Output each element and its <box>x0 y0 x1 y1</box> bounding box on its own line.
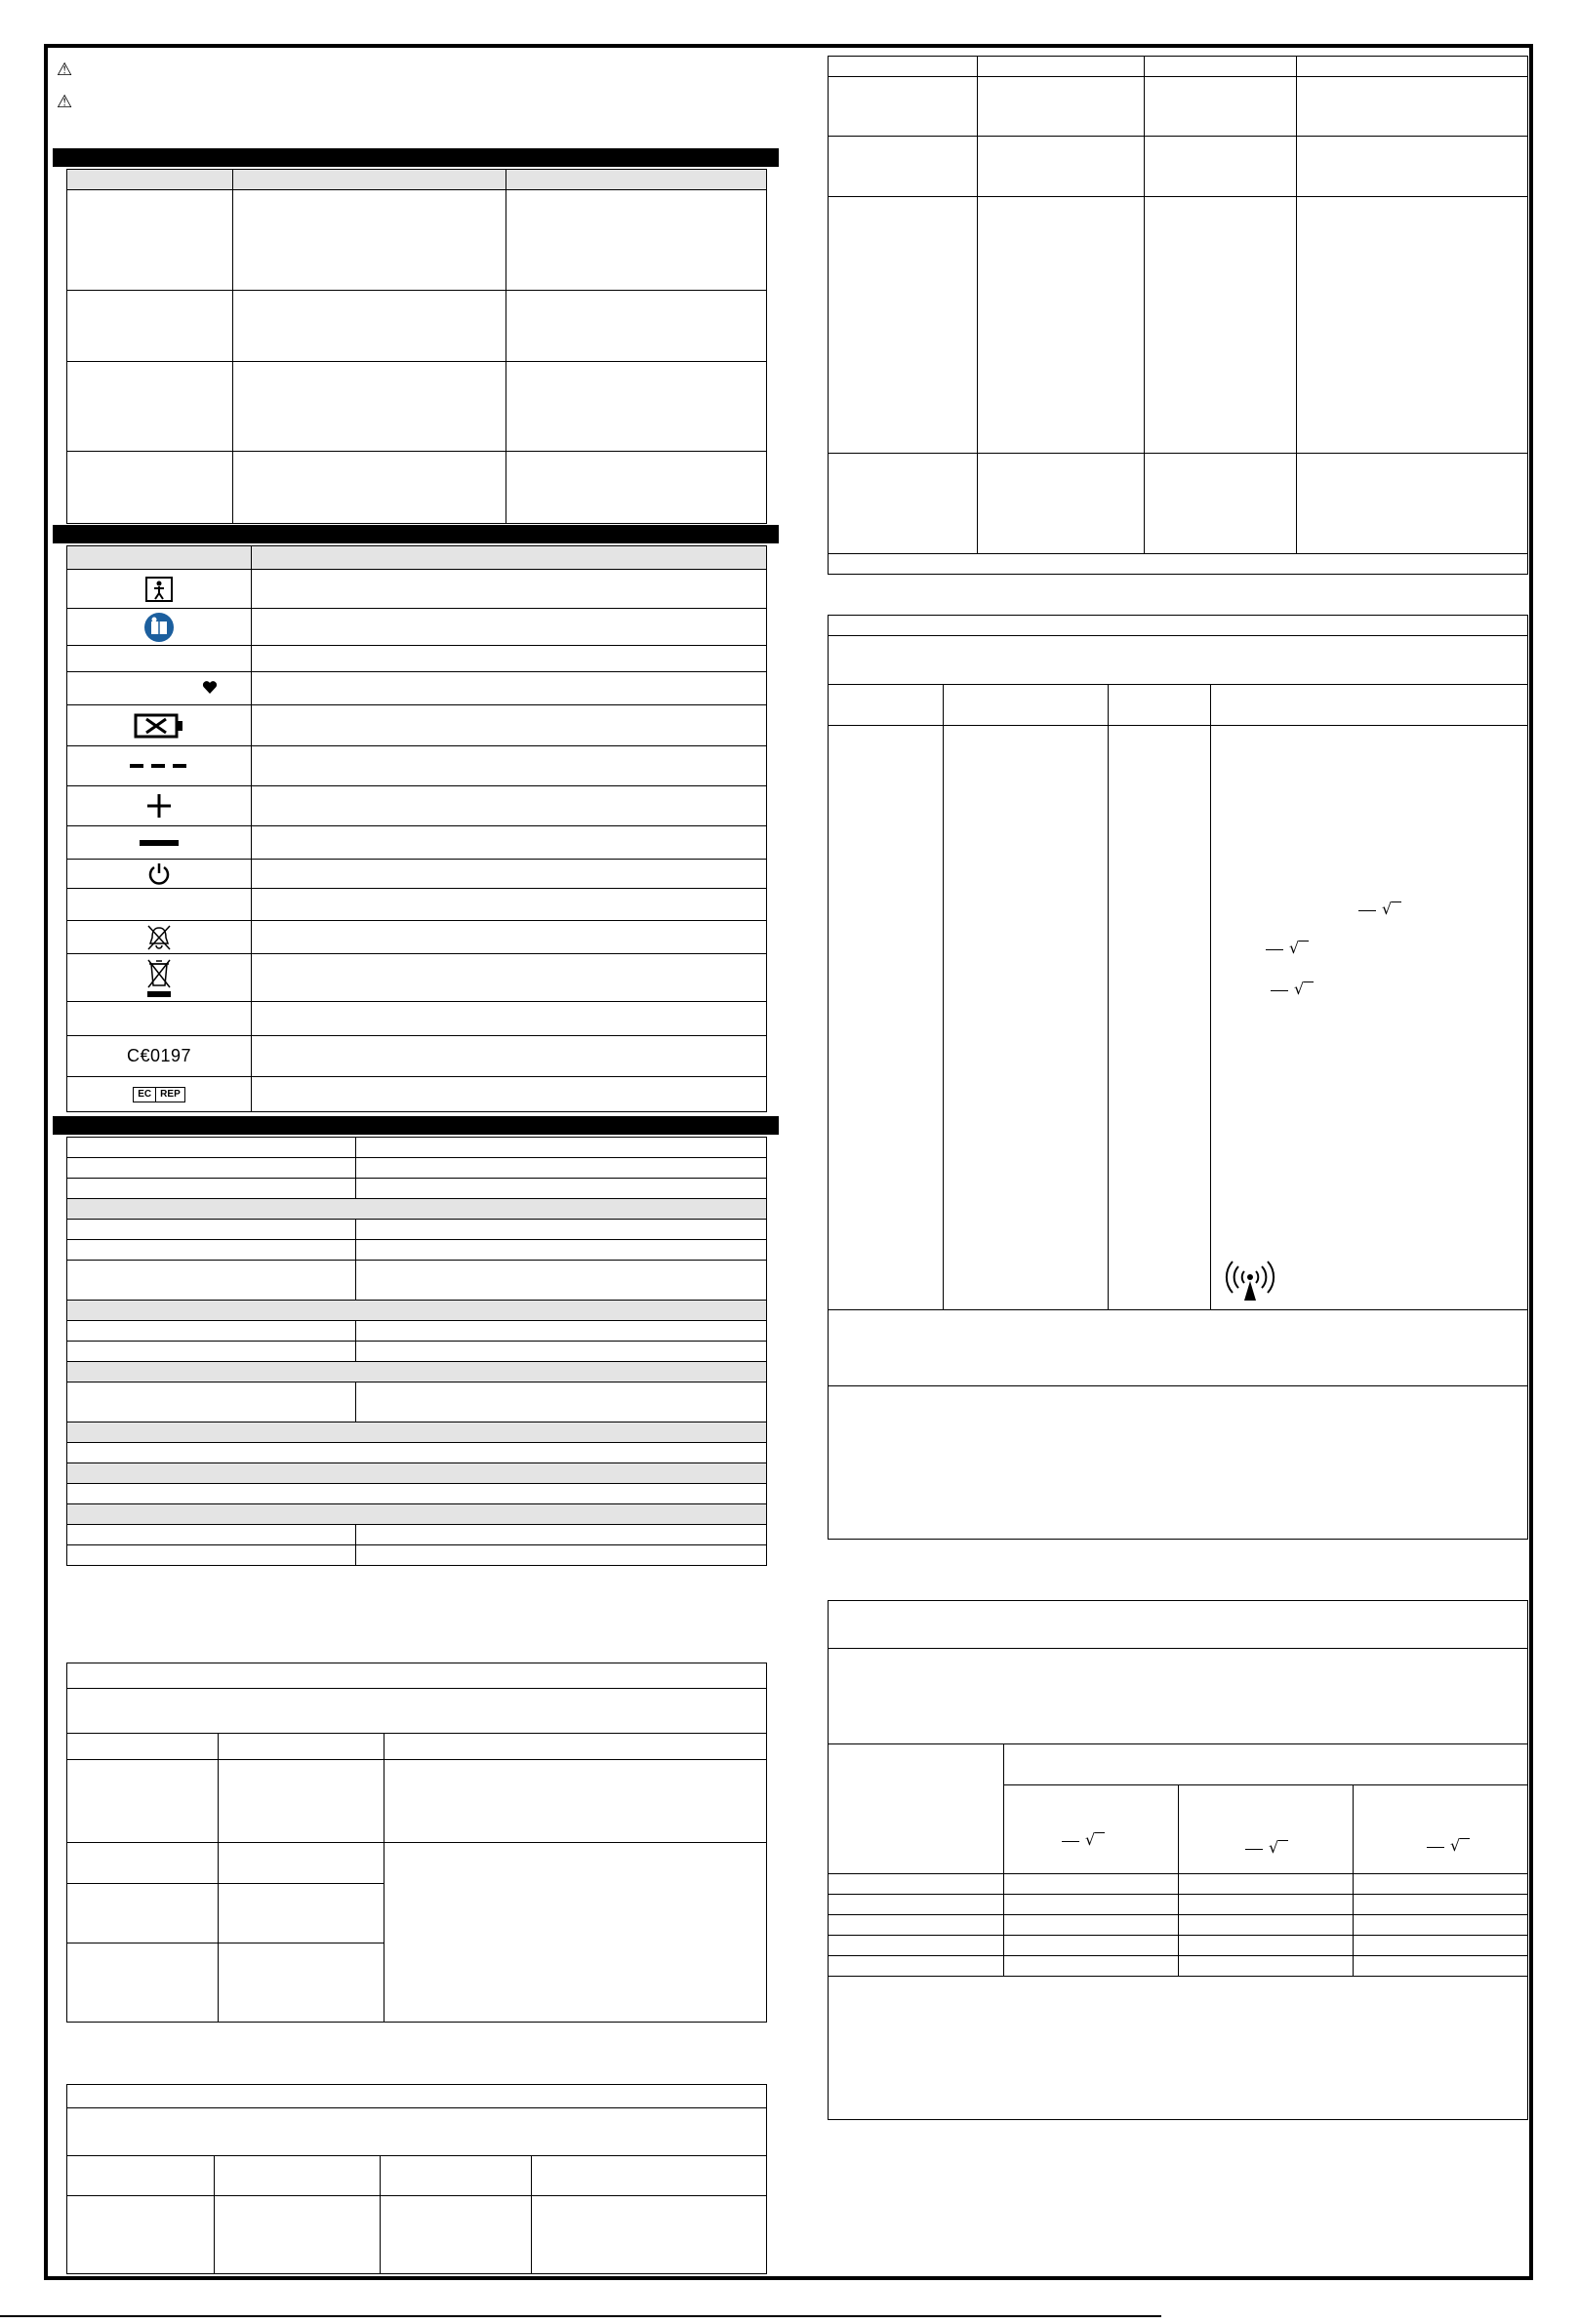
spec-label <box>67 1342 356 1362</box>
emc-intro <box>829 636 1528 685</box>
symbol-cell <box>67 860 252 889</box>
symbol-description <box>252 746 767 786</box>
emc-intro <box>67 2108 767 2156</box>
symbol-description <box>252 705 767 746</box>
no-alarm-icon <box>144 924 174 951</box>
symbol-description <box>252 1002 767 1036</box>
spec-value <box>356 1261 767 1301</box>
table-cell <box>1145 137 1297 197</box>
table-cell <box>978 77 1145 137</box>
spec-group-header <box>67 1422 767 1443</box>
follow-instructions-icon <box>143 612 175 643</box>
table-cell <box>233 291 506 362</box>
symbol-description <box>252 889 767 921</box>
table-cell <box>219 1843 384 1884</box>
table-cell <box>829 197 978 454</box>
section-header-bar <box>53 148 779 167</box>
table-note <box>829 1310 1528 1386</box>
spec-group-header <box>67 1362 767 1382</box>
specifications-table <box>66 1137 767 1566</box>
table-cell <box>532 2196 767 2274</box>
spec-label <box>67 1382 356 1422</box>
table-cell <box>506 452 767 524</box>
table-header-cell <box>978 57 1145 77</box>
table-cell <box>1004 1956 1179 1977</box>
table-cell <box>67 2196 215 2274</box>
table-cell <box>1297 137 1528 197</box>
separation-distance-formula: √ <box>1266 939 1309 957</box>
symbol-cell <box>67 1002 252 1036</box>
symbol-description <box>252 646 767 672</box>
emc-intro <box>829 1649 1528 1744</box>
table-cell <box>829 77 978 137</box>
emc-title <box>67 2085 767 2108</box>
spec-group-header <box>67 1301 767 1321</box>
table-cell <box>829 137 978 197</box>
section-header-bar <box>53 525 779 543</box>
warning-icon: ⚠ <box>57 92 73 111</box>
table-cell <box>219 1760 384 1843</box>
table-header-cell <box>67 2156 215 2196</box>
symbol-cell <box>67 646 252 672</box>
table-cell <box>1354 1956 1528 1977</box>
table-cell <box>219 1884 384 1943</box>
emc-title <box>829 616 1528 636</box>
table-cell <box>829 1956 1004 1977</box>
spec-value <box>356 1240 767 1261</box>
table-cell <box>67 190 233 291</box>
table-cell <box>1145 197 1297 454</box>
symbol-description <box>252 672 767 705</box>
symbol-cell <box>67 1077 252 1112</box>
table-cell <box>978 197 1145 454</box>
table-cell <box>978 454 1145 554</box>
table-header-cell <box>215 2156 381 2196</box>
spec-label <box>67 1179 356 1199</box>
table-cell <box>1179 1874 1354 1895</box>
table-cell <box>1145 77 1297 137</box>
table-cell <box>67 1943 219 2023</box>
spec-label <box>67 1525 356 1545</box>
symbol-cell <box>67 609 252 646</box>
spec-label <box>67 1240 356 1261</box>
spec-group-header <box>67 1463 767 1484</box>
spec-label <box>67 1321 356 1342</box>
symbol-cell <box>67 672 252 705</box>
separation-distance-formula: √ <box>1062 1830 1105 1849</box>
emc-immunity-table <box>66 2084 767 2274</box>
table-header-cell <box>233 170 506 190</box>
spec-value <box>356 1138 767 1158</box>
symbol-description <box>252 786 767 826</box>
table-cell <box>506 291 767 362</box>
table-cell <box>1109 726 1211 1310</box>
table-cell <box>1179 1936 1354 1956</box>
table-cell <box>1179 1915 1354 1936</box>
low-battery-icon <box>133 712 185 740</box>
spec-value <box>356 1525 767 1545</box>
table-header-cell <box>1211 685 1528 726</box>
emc-rf-immunity-table <box>828 615 1528 1540</box>
table-header-cell <box>67 1734 219 1760</box>
spec-label <box>67 1158 356 1179</box>
spec-value <box>356 1158 767 1179</box>
separation-distance-formula: √ <box>1427 1836 1470 1855</box>
type-bf-applied-part-icon <box>144 576 174 603</box>
symbol-description <box>252 609 767 646</box>
spec-row <box>67 1484 767 1504</box>
spec-label <box>67 1220 356 1240</box>
table-cell <box>1004 1895 1179 1915</box>
spec-value <box>356 1220 767 1240</box>
table-note <box>829 1977 1528 2120</box>
table-cell <box>506 362 767 452</box>
symbol-cell <box>67 826 252 860</box>
symbol-cell <box>67 921 252 954</box>
table-cell <box>829 454 978 554</box>
table-cell <box>1179 1956 1354 1977</box>
separation-distance-formula: √ <box>1245 1838 1288 1857</box>
table-cell <box>978 137 1145 197</box>
table-cell <box>215 2196 381 2274</box>
separation-distance-table <box>828 1600 1528 2120</box>
table-cell <box>67 1843 219 1884</box>
spec-label <box>67 1545 356 1566</box>
spec-value <box>356 1321 767 1342</box>
separation-distance-formula: √ <box>1271 980 1314 998</box>
emc-immunity-continued-table <box>828 56 1528 575</box>
table-cell <box>829 1936 1004 1956</box>
separation-distance-formula: √ <box>1358 900 1401 918</box>
symbol-cell <box>67 570 252 609</box>
non-ionizing-radiation-icon <box>1225 1260 1275 1302</box>
symbol-description <box>252 1077 767 1112</box>
symbol-description <box>252 954 767 1002</box>
spec-value <box>356 1382 767 1422</box>
table-cell <box>1145 454 1297 554</box>
weee-bin-icon <box>144 956 174 999</box>
emc-title <box>67 1663 767 1689</box>
table-cell <box>1004 1915 1179 1936</box>
table-header-cell <box>944 685 1109 726</box>
table-header-cell <box>506 170 767 190</box>
symbol-description <box>252 921 767 954</box>
table-cell <box>67 1884 219 1943</box>
table-cell <box>233 452 506 524</box>
symbol-description <box>252 826 767 860</box>
table-cell <box>1004 1874 1179 1895</box>
table-header-cell <box>829 685 944 726</box>
table-cell <box>829 1874 1004 1895</box>
table-cell <box>1297 77 1528 137</box>
table-cell <box>233 190 506 291</box>
symbol-description <box>252 1036 767 1077</box>
troubleshooting-table <box>66 169 767 524</box>
ec-rep-mark: EC REP <box>133 1087 184 1102</box>
spec-value <box>356 1342 767 1362</box>
table-cell <box>1297 454 1528 554</box>
heart-icon <box>202 680 218 695</box>
table-cell <box>1354 1915 1528 1936</box>
table-cell <box>67 291 233 362</box>
table-header-cell <box>384 1734 767 1760</box>
spec-value <box>356 1545 767 1566</box>
table-header-cell <box>1109 685 1211 726</box>
table-header-cell <box>67 546 252 570</box>
table-cell <box>381 2196 532 2274</box>
table-cell <box>829 1895 1004 1915</box>
symbol-cell <box>67 1036 252 1077</box>
power-icon <box>146 861 172 887</box>
table-cell <box>384 1760 767 1843</box>
plus-icon <box>145 792 173 820</box>
minus-icon <box>140 838 179 848</box>
table-cell <box>1297 197 1528 454</box>
table-header-cell <box>252 546 767 570</box>
table-header-cell <box>829 1744 1004 1874</box>
table-header-cell <box>219 1734 384 1760</box>
table-header-cell <box>1354 1785 1528 1874</box>
warning-icon: ⚠ <box>57 60 73 79</box>
table-header-cell <box>829 57 978 77</box>
symbol-description <box>252 570 767 609</box>
symbol-description <box>252 860 767 889</box>
emc-title <box>829 1601 1528 1649</box>
spec-row <box>67 1443 767 1463</box>
table-cell <box>1354 1936 1528 1956</box>
emc-intro <box>67 1689 767 1734</box>
symbols-table <box>66 545 767 1112</box>
dc-current-icon <box>130 761 188 771</box>
section-header-bar <box>53 1116 779 1135</box>
table-cell <box>67 1760 219 1843</box>
spec-value <box>356 1179 767 1199</box>
table-cell <box>944 726 1109 1310</box>
bottom-rule <box>0 2315 1161 2317</box>
table-header-cell <box>1004 1785 1179 1874</box>
table-header-cell <box>1297 57 1528 77</box>
table-header-cell <box>67 170 233 190</box>
table-header-cell <box>1004 1744 1528 1785</box>
table-cell <box>1179 1895 1354 1915</box>
table-header-cell <box>1179 1785 1354 1874</box>
table-cell <box>829 1915 1004 1936</box>
symbol-cell <box>67 889 252 921</box>
ce-mark: C€0197 <box>126 1046 192 1065</box>
table-cell <box>233 362 506 452</box>
table-cell <box>1354 1895 1528 1915</box>
table-note <box>829 554 1528 575</box>
table-cell <box>506 190 767 291</box>
symbol-cell <box>67 705 252 746</box>
table-header-cell <box>1145 57 1297 77</box>
table-cell <box>1354 1874 1528 1895</box>
table-cell <box>219 1943 384 2023</box>
symbol-cell <box>67 786 252 826</box>
table-cell <box>67 362 233 452</box>
table-cell <box>384 1843 767 2023</box>
spec-group-header <box>67 1199 767 1220</box>
table-cell <box>829 726 944 1310</box>
spec-group-header <box>67 1504 767 1525</box>
table-cell <box>1004 1936 1179 1956</box>
spec-label <box>67 1261 356 1301</box>
table-header-cell <box>532 2156 767 2196</box>
table-cell <box>67 452 233 524</box>
symbol-cell <box>67 746 252 786</box>
spec-label <box>67 1138 356 1158</box>
symbol-cell <box>67 954 252 1002</box>
table-header-cell <box>381 2156 532 2196</box>
emc-emissions-table <box>66 1663 767 2023</box>
table-note <box>829 1386 1528 1540</box>
table-cell <box>1211 726 1528 1310</box>
